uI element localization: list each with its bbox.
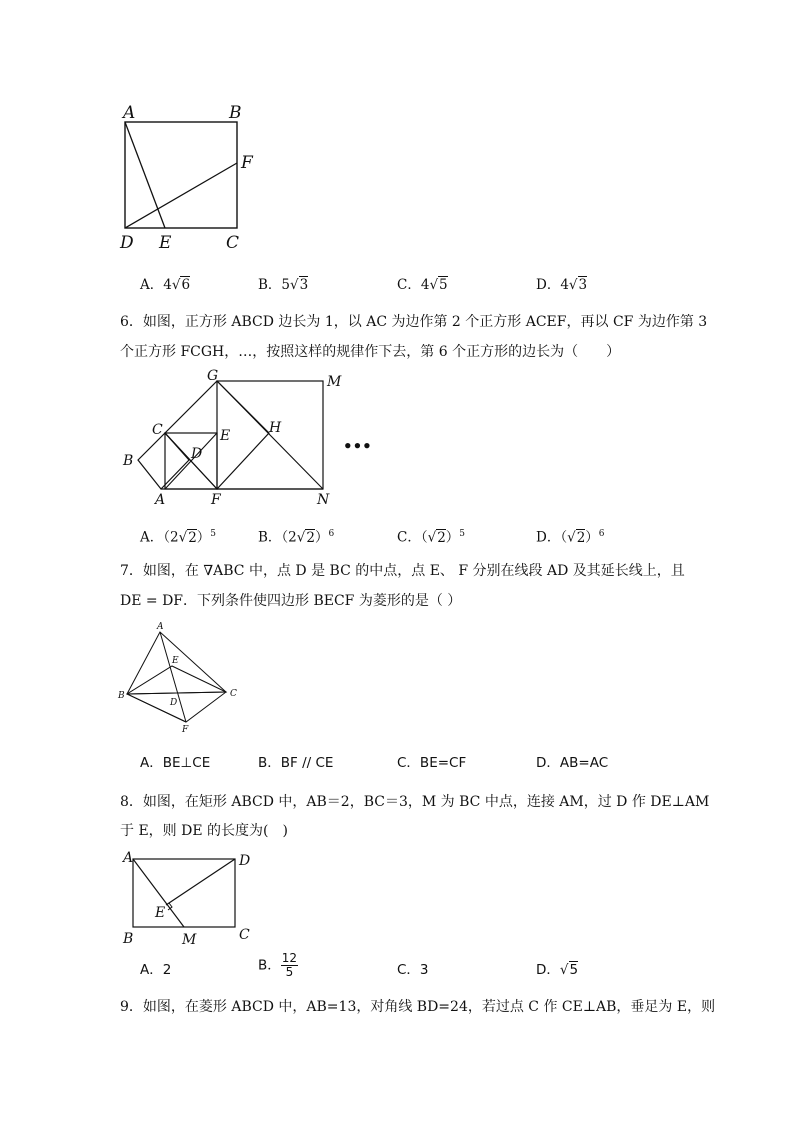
q7-label-c: C (230, 689, 237, 699)
q5-label-e: E (159, 233, 172, 253)
q7-option-c: C．BE=CF (397, 755, 467, 771)
q5-label-b: B (229, 103, 242, 123)
q6-option-c: C．$(√2)^5$ (397, 529, 466, 546)
q7-line-af (160, 632, 186, 722)
q5-segment-df (125, 163, 237, 228)
q8-option-b: B． $\frac{12}{5}$ (258, 951, 298, 979)
q8-label-a: A (123, 850, 134, 866)
q7-option-b: B．BF // CE (258, 755, 334, 771)
q5-label-f: F (241, 153, 253, 173)
q7-label-a: A (157, 622, 164, 632)
q7-label-d: D (170, 698, 178, 708)
q8-text-line1: 8．如图，在矩形 ABCD 中，AB＝2，BC＝3，M 为 BC 中点，连接 AM，过 D 作 DE⊥AM (120, 794, 710, 810)
q8-option-c: C．3 (397, 962, 429, 978)
q6-label-d: D (191, 446, 203, 462)
q5-option-a: A．4√6 (140, 277, 191, 293)
q6-option-b: B．$(2√2)^6$ (258, 529, 335, 546)
q5-option-d: D．4√3 (536, 277, 588, 293)
q9-text-line1: 9．如图，在菱形 ABCD 中，AB=13，对角线 BD=24，若过点 C 作 CE⊥AB，垂足为 E，则 (120, 999, 716, 1015)
q7-label-f: F (182, 725, 189, 735)
q8-label-e: E (155, 905, 166, 921)
q6-label-a: A (155, 492, 166, 508)
q8-text-line2: 于 E，则 DE 的长度为( ) (120, 823, 288, 839)
q5-segment-ae (125, 122, 165, 228)
q5-square (125, 122, 237, 228)
q8-option-a: A．2 (140, 962, 172, 978)
q6-option-a: A．$(2√2)^5$ (140, 529, 217, 546)
q7-label-b: B (118, 691, 125, 701)
q7-label-e: E (172, 656, 179, 666)
q5-label-a: A (123, 103, 136, 123)
q8-label-b: B (123, 931, 134, 947)
q5-option-c: C．4√5 (397, 277, 448, 293)
q6-label-g: G (207, 368, 219, 384)
q7-line-bc (127, 692, 226, 694)
q5-label-d: D (120, 233, 134, 253)
q8-line-de (166, 859, 235, 905)
q6-label-h: H (269, 420, 282, 436)
q6-label-b: B (123, 453, 134, 469)
q8-label-c: C (239, 927, 250, 943)
q7-option-a: A．BE⊥CE (140, 755, 211, 771)
q6-figure (115, 368, 375, 510)
q6-label-e: E (220, 428, 231, 444)
q8-figure (116, 848, 261, 948)
q6-label-n: N (317, 492, 330, 508)
q7-text-line2: DE = DF．下列条件使四边形 BECF 为菱形的是（ ） (120, 593, 462, 609)
q5-label-c: C (226, 233, 240, 253)
q8-label-d: D (239, 853, 251, 869)
q5-figure (110, 100, 270, 255)
q6-square-abcd (138, 433, 189, 489)
q8-label-m: M (182, 932, 197, 948)
q7-option-d: D．AB=AC (536, 755, 609, 771)
q8-option-d: D．√5 (536, 962, 579, 978)
q6-text-line2: 个正方形 FCGH，…，按照这样的规律作下去，第 6 个正方形的边长为（ ） (120, 344, 621, 360)
q5-option-b: B．5√3 (258, 277, 309, 293)
q7-text-line1: 7．如图，在 ∇ABC 中，点 D 是 BC 的中点，点 E、 F 分别在线段 AD 及其延长线上，且 (120, 563, 685, 579)
q6-label-c: C (152, 422, 163, 438)
q6-label-m: M (327, 374, 342, 390)
q6-label-f: F (211, 492, 221, 508)
q6-text-line1: 6．如图，正方形 ABCD 边长为 1，以 AC 为边作第 2 个正方形 ACEF，再以 CF 为边作第 3 (120, 314, 708, 330)
q7-figure (112, 618, 247, 738)
q6-ellipsis: ••• (343, 437, 372, 455)
q6-option-d: D．$(√2)^6$ (536, 529, 605, 546)
